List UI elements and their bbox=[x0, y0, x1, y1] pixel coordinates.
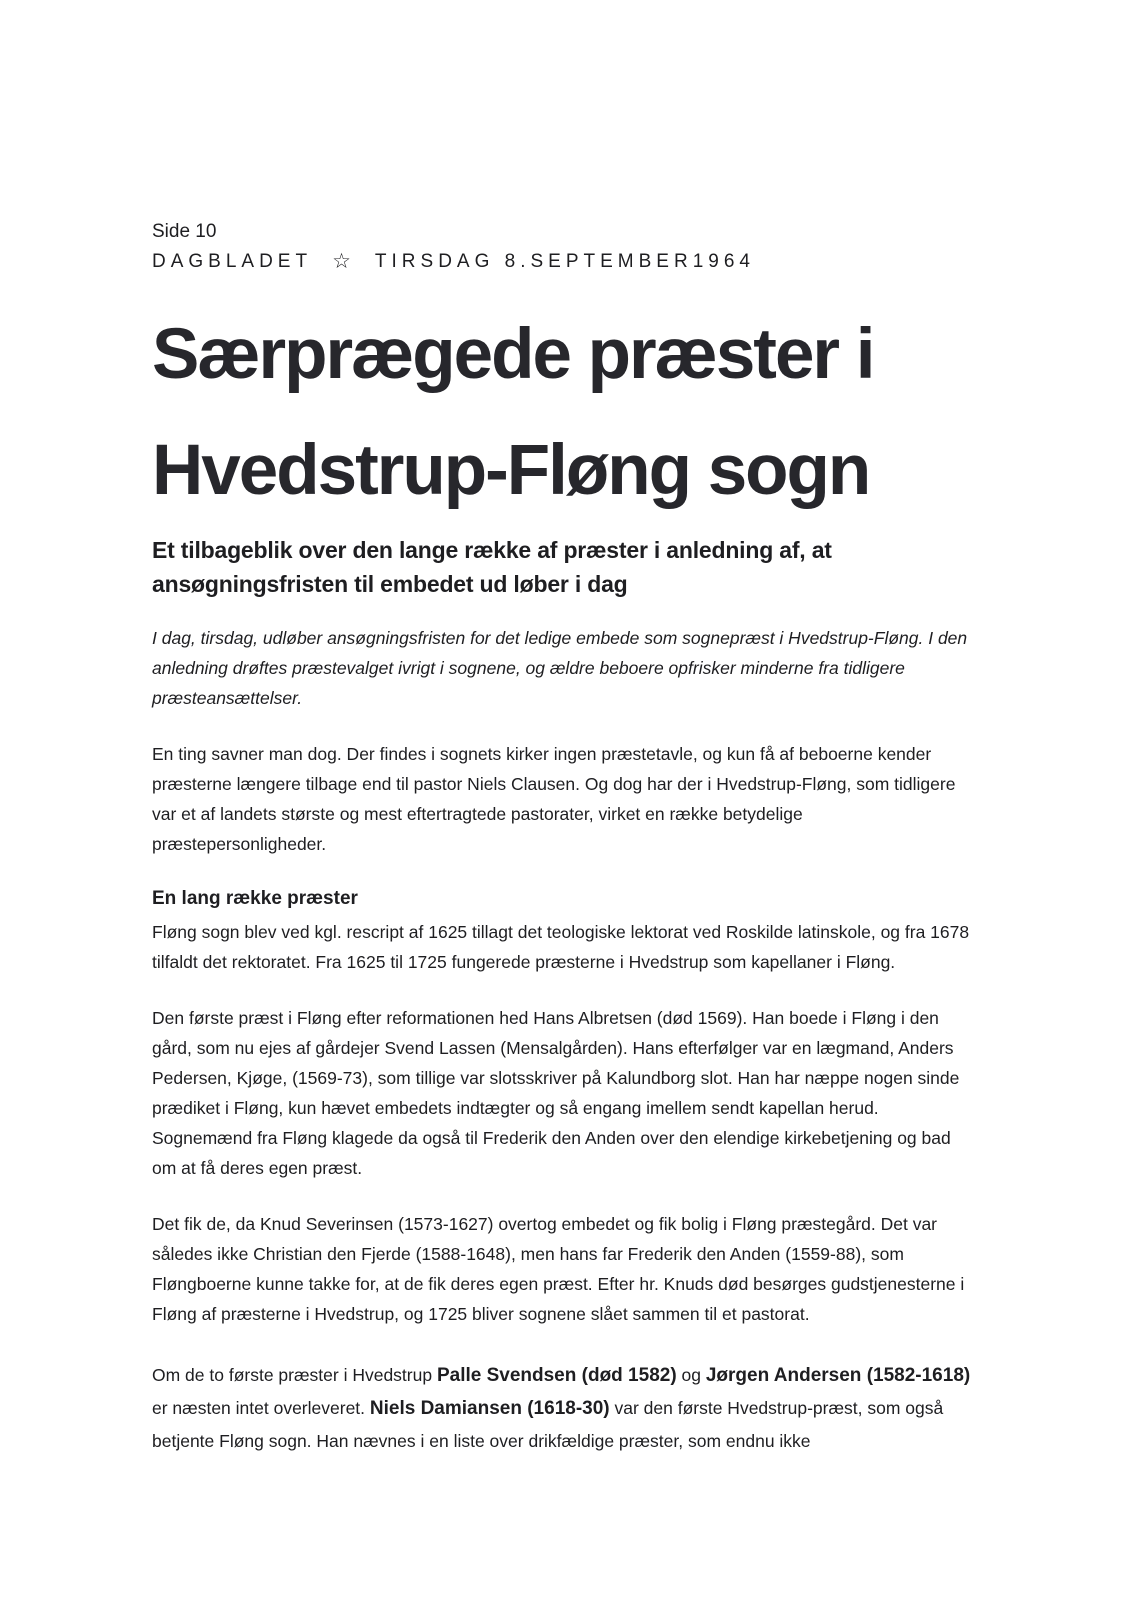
text-run: er næsten intet overleveret. bbox=[152, 1398, 370, 1418]
page-number-label: Side 10 bbox=[152, 221, 217, 242]
article-content bbox=[152, 220, 978, 1458]
masthead bbox=[152, 247, 978, 275]
bold-text-run: Niels Damiansen (1618-30) bbox=[369, 1398, 610, 1419]
bold-text-run: Palle Svendsen (død 1582) bbox=[436, 1365, 677, 1386]
text-run: Om de to første præster i Hvedstrup bbox=[152, 1365, 437, 1385]
article-subhead: Et tilbageblik over den lange række af præster i anledning af, at ansøgningsfristen til embedet ud løber i dag bbox=[152, 537, 832, 597]
newspaper-name: DAGBLADET bbox=[152, 251, 313, 272]
star-icon: ☆ bbox=[332, 250, 351, 273]
body-paragraph-2: Fløng sogn blev ved kgl. rescript af 1625 tillagt det teologiske lektorat ved Roskilde latinskole, og fra 1678 tilfaldt det rektoratet. Fra 1625 til 1725 fungerede præsterne i Hvedstrup som kapellaner i Fløng. bbox=[152, 922, 970, 972]
section-heading: En lang række præster bbox=[152, 888, 358, 909]
masthead-date: TIRSDAG 8.SEPTEMBER1964 bbox=[374, 251, 755, 272]
body-paragraph-5 bbox=[152, 1359, 978, 1458]
article-headline bbox=[152, 297, 978, 529]
text-run: var den første Hvedstrup-præst, som også betjente Fløng sogn. Han nævnes i en liste over drikfældige præster, som endnu ikke bbox=[152, 1398, 944, 1451]
text-run: og bbox=[676, 1365, 706, 1385]
bold-text-run: Jørgen Andersen (1582-1618) bbox=[705, 1365, 971, 1386]
body-paragraph-1: En ting savner man dog. Der findes i sognets kirker ingen præstetavle, og kun få af beboerne kender præsterne længere tilbage end til pastor Niels Clausen. Og dog har der i Hvedstrup-Fløng, som tidligere var et af landets største og mest eftertragtede pastorater, virket en række betydelige præstepersonligheder. bbox=[152, 744, 956, 854]
headline-line-1: Særprægede præster i bbox=[152, 315, 874, 394]
lede-paragraph: I dag, tirsdag, udløber ansøgningsfristen for det ledige embede som sognepræst i Hvedstrup-Fløng. I den anledning drøftes præstevalget ivrigt i sognene, og ældre beboere opfrisker minderne fra tidligere præsteansættelser. bbox=[152, 628, 968, 708]
headline-line-2: Hvedstrup-Fløng sogn bbox=[152, 431, 870, 510]
body-paragraph-3: Den første præst i Fløng efter reformationen hed Hans Albretsen (død 1569). Han boede i Fløng i den gård, som nu ejes af gårdejer Svend Lassen (Mensalgården). Hans efterfølger var en lægmand, Anders Pedersen, Kjøge, (1569-73), som tillige var slotsskriver på Kalundborg slot. Han har næppe nogen sinde prædiket i Fløng, kun hævet embedets indtægter og så engang imellem sendt kapellan herud. Sognemænd fra Fløng klagede da også til Frederik den Anden over den elendige kirkebetjening og bad om at få deres egen præst. bbox=[152, 1008, 960, 1178]
body-paragraph-4: Det fik de, da Knud Severinsen (1573-1627) overtog embedet og fik bolig i Fløng præstegård. Det var således ikke Christian den Fjerde (1588-1648), men hans far Frederik den Anden (1559-88), som Fløngboerne kunne takke for, at de fik deres egen præst. Efter hr. Knuds død besørges gudstjenesterne i Fløng af præsterne i Hvedstrup, og 1725 bliver sognene slået sammen til et pastorat. bbox=[152, 1214, 965, 1324]
